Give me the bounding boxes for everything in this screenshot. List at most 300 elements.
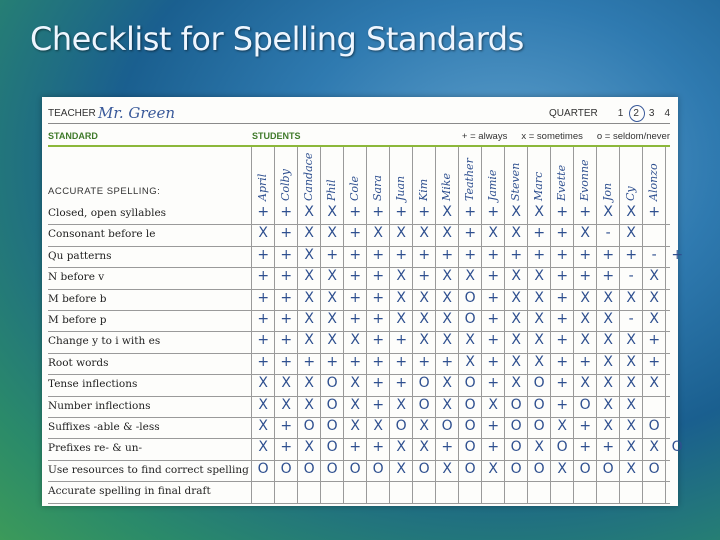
quarter-1: 1 <box>617 107 624 119</box>
quarter-4: 4 <box>664 107 670 119</box>
rating-mark: X <box>442 375 452 392</box>
rating-mark: X <box>258 225 268 242</box>
rating-mark: X <box>511 268 521 285</box>
rating-mark: + <box>372 204 385 220</box>
student-name <box>551 147 573 203</box>
checklist-row <box>48 289 670 311</box>
student-name-text: Jon <box>601 182 615 201</box>
rating-mark: O <box>648 460 660 477</box>
standard-label-text: Closed, open syllables <box>48 207 167 219</box>
rating-mark: + <box>349 353 362 370</box>
rating-mark: X <box>626 375 636 392</box>
student-name-text: Evette <box>555 164 569 201</box>
rating-mark: X <box>396 460 406 477</box>
rating-mark: X <box>350 418 360 434</box>
rating-mark: X <box>304 332 314 349</box>
student-name <box>459 147 481 203</box>
teacher-name: Mr. Green <box>98 104 175 122</box>
checklist-row <box>48 203 670 225</box>
rating-mark: + <box>579 439 592 456</box>
student-name-text: Evonne <box>578 159 592 201</box>
rating-mark: + <box>464 204 477 220</box>
rating-mark: X <box>327 289 337 306</box>
rating-mark: O <box>418 375 430 392</box>
rating-mark: + <box>556 396 569 413</box>
rating-mark: + <box>280 246 293 263</box>
rating-mark: X <box>396 439 406 456</box>
rating-mark: + <box>418 353 431 370</box>
rating-mark: + <box>372 439 385 456</box>
rating-mark: + <box>349 204 362 220</box>
student-name-text: Sara <box>371 175 385 201</box>
student-name-text: Marc <box>532 171 546 201</box>
standard-label-text: Suffixes -able & -less <box>48 421 160 433</box>
rating-mark: X <box>626 225 636 242</box>
rating-mark: X <box>465 332 475 349</box>
rating-mark: X <box>580 225 590 242</box>
rating-mark: - <box>651 246 657 263</box>
rating-mark: X <box>258 396 268 413</box>
rating-mark: + <box>280 418 293 434</box>
rating-mark: + <box>372 353 385 370</box>
rating-mark: + <box>487 353 500 370</box>
rating-mark: O <box>326 460 338 477</box>
rating-mark: X <box>396 311 406 327</box>
rating-mark: X <box>626 460 636 477</box>
rating-mark: X <box>488 225 498 242</box>
student-name <box>390 147 412 203</box>
rating-mark: X <box>373 225 383 242</box>
rating-mark: O <box>326 375 338 392</box>
rating-mark: + <box>372 375 385 392</box>
teacher-row <box>48 103 670 124</box>
rating-mark: + <box>441 439 454 456</box>
rating-mark: + <box>556 204 569 220</box>
standard-label-text: M before p <box>48 314 107 326</box>
rating-mark: + <box>257 289 270 306</box>
rating-mark: X <box>442 268 452 285</box>
rating-mark: X <box>488 396 498 413</box>
rating-mark: + <box>372 311 385 327</box>
student-name-text: Teather <box>463 158 477 201</box>
rating-mark: X <box>327 204 337 220</box>
rating-mark: X <box>396 268 406 285</box>
rating-mark: X <box>603 204 613 220</box>
rating-mark: X <box>603 375 613 392</box>
rating-mark: X <box>511 225 521 242</box>
rating-mark: O <box>464 418 476 434</box>
rating-mark: + <box>602 246 615 263</box>
student-name-text: Cole <box>348 175 362 201</box>
checklist-row <box>48 246 684 268</box>
rating-mark: O <box>464 289 476 306</box>
rating-mark: X <box>626 439 636 456</box>
rating-mark: + <box>372 332 385 349</box>
rating-mark: X <box>511 204 521 220</box>
rating-mark: + <box>257 268 270 285</box>
rating-mark: + <box>372 396 385 413</box>
student-name <box>252 147 274 203</box>
student-name <box>344 147 366 203</box>
rating-mark: + <box>372 268 385 285</box>
checklist-row <box>48 481 670 503</box>
rating-mark: + <box>487 375 500 392</box>
rating-mark: + <box>510 246 523 263</box>
rating-mark: O <box>395 418 407 434</box>
rating-mark: + <box>487 246 500 263</box>
rating-mark: + <box>464 225 477 242</box>
rating-mark: X <box>442 396 452 413</box>
standard-label-text: Qu patterns <box>48 249 112 262</box>
rating-mark: + <box>556 289 569 306</box>
student-name-text: Phil <box>325 179 339 201</box>
rating-mark: - <box>628 268 634 285</box>
rating-mark: + <box>487 332 500 349</box>
rating-mark: + <box>487 439 500 456</box>
rating-mark: X <box>603 332 613 349</box>
rating-mark: X <box>488 460 498 477</box>
rating-mark: + <box>395 353 408 370</box>
student-name-text: Cy <box>624 186 638 201</box>
rating-mark: + <box>579 204 592 220</box>
rating-mark: + <box>303 353 316 370</box>
rating-mark: + <box>602 268 615 285</box>
rating-mark: X <box>626 353 636 370</box>
rating-mark: + <box>487 418 500 434</box>
rating-mark: + <box>418 268 431 285</box>
rating-mark: X <box>465 353 475 370</box>
rating-mark: + <box>280 353 293 370</box>
rating-mark: X <box>511 332 521 349</box>
student-name <box>505 147 527 203</box>
rating-mark: X <box>396 396 406 413</box>
rating-mark: + <box>257 311 270 327</box>
standard-label-text: Number inflections <box>48 399 151 412</box>
rating-mark: + <box>280 311 293 327</box>
rating-mark: + <box>533 225 546 242</box>
checklist-row <box>48 438 683 460</box>
checklist-sheet <box>42 97 684 506</box>
rating-mark: X <box>304 311 314 327</box>
rating-mark: + <box>579 353 592 370</box>
rating-mark: O <box>418 460 430 477</box>
rating-mark: X <box>465 268 475 285</box>
rating-mark: O <box>510 439 522 456</box>
rating-mark: + <box>349 439 362 456</box>
quarter-3: 3 <box>648 107 655 119</box>
rating-mark: X <box>580 332 590 349</box>
rating-mark: + <box>441 353 454 370</box>
rating-mark: X <box>626 204 636 220</box>
student-name-text: Mike <box>440 173 454 201</box>
rating-mark: + <box>625 246 638 263</box>
rating-mark: + <box>280 439 293 456</box>
legend-sometimes: x = sometimes <box>521 130 583 142</box>
rating-mark: O <box>326 439 338 456</box>
rating-mark: + <box>349 246 362 263</box>
rating-mark: X <box>534 353 544 370</box>
rating-mark: X <box>649 268 659 285</box>
rating-mark: X <box>626 332 636 349</box>
students-label: STUDENTS <box>252 131 301 141</box>
rating-mark: O <box>349 460 361 477</box>
rating-mark: + <box>349 289 362 306</box>
rating-mark: X <box>350 332 360 349</box>
rating-mark: + <box>487 289 500 306</box>
standard-label-text: Root words <box>48 356 109 369</box>
rating-mark: + <box>602 439 615 456</box>
rating-mark: + <box>257 204 270 220</box>
student-name <box>275 147 297 203</box>
rating-mark: O <box>464 311 476 327</box>
student-name-text: Alonzo <box>647 163 661 201</box>
rating-mark: X <box>557 418 567 434</box>
rating-mark: + <box>648 204 661 220</box>
quarter-label: QUARTER <box>549 107 598 119</box>
rating-mark: X <box>603 289 613 306</box>
quarter-2-selected: 2 <box>633 107 639 119</box>
section-label: ACCURATE SPELLING: <box>48 186 161 197</box>
rating-mark: + <box>533 246 546 263</box>
rating-mark: X <box>603 396 613 413</box>
rating-mark: + <box>280 268 293 285</box>
rating-mark: X <box>626 289 636 306</box>
checklist-row <box>48 267 670 289</box>
rating-mark: O <box>579 396 591 413</box>
rating-mark: + <box>349 268 362 285</box>
rating-mark: + <box>579 246 592 263</box>
student-name <box>620 147 642 203</box>
student-name <box>436 147 458 203</box>
rating-mark: O <box>602 460 614 477</box>
rating-mark: X <box>603 353 613 370</box>
rating-mark: + <box>280 289 293 306</box>
rating-mark: O <box>441 418 453 434</box>
rating-mark: + <box>395 246 408 263</box>
rating-mark: X <box>603 311 613 327</box>
rating-mark: X <box>511 375 521 392</box>
rating-mark: O <box>280 460 292 477</box>
rating-mark: + <box>556 268 569 285</box>
rating-mark: O <box>257 460 269 477</box>
rating-mark: X <box>580 375 590 392</box>
standard-label: STANDARD <box>48 131 98 141</box>
standard-label-text: Tense inflections <box>48 378 138 391</box>
rating-mark: X <box>534 204 544 220</box>
student-name <box>528 147 550 203</box>
checklist-row <box>48 353 670 375</box>
rating-mark: O <box>303 460 315 477</box>
rating-mark: O <box>303 418 315 434</box>
student-names-header <box>48 147 670 203</box>
rating-mark: X <box>419 311 429 327</box>
rating-mark: + <box>487 268 500 285</box>
rating-mark: X <box>258 418 268 434</box>
rating-mark: X <box>580 289 590 306</box>
rating-mark: + <box>372 246 385 263</box>
rating-mark: + <box>395 332 408 349</box>
checklist-row <box>48 310 670 332</box>
checklist-row <box>48 374 670 396</box>
rating-mark: X <box>396 289 406 306</box>
checklist-row <box>48 417 670 439</box>
rating-mark: O <box>556 439 568 456</box>
rating-mark: + <box>326 353 339 370</box>
rating-mark: O <box>464 439 476 456</box>
rating-mark: X <box>350 375 360 392</box>
student-name <box>574 147 596 203</box>
student-name-text: April <box>256 173 270 201</box>
rating-mark: X <box>626 418 636 434</box>
rating-mark: + <box>395 375 408 392</box>
rating-mark: X <box>442 204 452 220</box>
rating-mark: X <box>442 289 452 306</box>
rating-mark: X <box>626 396 636 413</box>
rating-mark: O <box>326 418 338 434</box>
rating-mark: X <box>511 289 521 306</box>
standard-label-text: Change y to i with es <box>48 335 161 348</box>
student-name <box>321 147 343 203</box>
rating-mark: X <box>419 225 429 242</box>
slide-title: Checklist for Spelling Standards <box>30 20 524 58</box>
rating-mark: X <box>327 268 337 285</box>
rating-mark: X <box>419 332 429 349</box>
rating-mark: X <box>557 460 567 477</box>
rating-mark: O <box>464 460 476 477</box>
rating-mark: + <box>418 204 431 220</box>
teacher-label: TEACHER <box>48 107 96 119</box>
rating-mark: + <box>579 418 592 434</box>
rating-mark: X <box>258 375 268 392</box>
rating-mark: X <box>649 375 659 392</box>
rating-mark: O <box>510 460 522 477</box>
rating-mark: O <box>326 396 338 413</box>
rating-mark: X <box>258 439 268 456</box>
rating-mark: + <box>556 353 569 370</box>
rating-mark: + <box>280 332 293 349</box>
rating-mark: X <box>534 289 544 306</box>
legend-seldom: o = seldom/never <box>596 130 670 142</box>
rating-mark: X <box>281 396 291 413</box>
rating-mark: O <box>648 418 660 434</box>
rating-mark: X <box>649 311 659 327</box>
standard-label-text: Use resources to find correct spelling <box>48 463 249 476</box>
student-name-text: Kim <box>417 178 431 201</box>
rating-mark: O <box>464 375 476 392</box>
rating-mark: + <box>556 375 569 392</box>
rating-mark: + <box>487 204 500 220</box>
rating-mark: X <box>373 418 383 434</box>
rating-mark: X <box>649 439 659 456</box>
rating-mark: O <box>510 396 522 413</box>
rating-mark: X <box>304 375 314 392</box>
standard-label-text: Prefixes re- & un- <box>48 442 143 455</box>
standard-label-text: Accurate spelling in final draft <box>48 485 211 498</box>
rating-mark: X <box>419 418 429 434</box>
rating-mark: + <box>257 246 270 263</box>
rating-mark: X <box>327 311 337 327</box>
rating-mark: + <box>395 204 408 220</box>
rating-mark: O <box>464 396 476 413</box>
rating-mark: X <box>534 311 544 327</box>
rating-mark: X <box>304 246 314 263</box>
rating-mark: X <box>304 396 314 413</box>
rating-mark: X <box>304 204 314 220</box>
rating-mark: + <box>441 246 454 263</box>
rating-mark: + <box>648 332 661 349</box>
student-name <box>482 147 504 203</box>
student-name <box>597 147 619 203</box>
rating-mark: + <box>556 311 569 327</box>
rating-mark: X <box>304 439 314 456</box>
rating-mark: X <box>327 332 337 349</box>
rating-mark: X <box>511 353 521 370</box>
rating-mark: O <box>579 460 591 477</box>
rating-mark: O <box>372 460 384 477</box>
rating-mark: - <box>605 225 611 242</box>
rating-mark: + <box>464 246 477 263</box>
rating-mark: X <box>442 332 452 349</box>
rating-mark: X <box>534 439 544 456</box>
rating-mark: + <box>648 353 661 370</box>
rating-mark: + <box>280 204 293 220</box>
rating-mark: + <box>257 353 270 370</box>
student-name <box>367 147 389 203</box>
legend-always: + = always <box>461 130 508 142</box>
rating-mark: X <box>350 396 360 413</box>
checklist-row <box>48 460 670 482</box>
rating-mark: + <box>418 246 431 263</box>
rating-mark: X <box>580 311 590 327</box>
student-name-text: Colby <box>279 169 293 201</box>
checklist-row <box>48 396 670 418</box>
standard-header-row <box>48 127 670 147</box>
rating-mark: X <box>419 289 429 306</box>
student-name <box>643 147 665 203</box>
rating-mark: + <box>671 246 684 263</box>
rating-mark: + <box>556 332 569 349</box>
rating-mark: + <box>372 289 385 306</box>
rating-mark: O <box>533 460 545 477</box>
rating-mark: X <box>603 418 613 434</box>
standard-label-text: Consonant before le <box>48 228 156 241</box>
rating-mark: + <box>349 311 362 327</box>
student-name <box>413 147 435 203</box>
rating-mark: O <box>510 418 522 434</box>
rating-mark: + <box>349 225 362 242</box>
rating-mark: X <box>534 332 544 349</box>
rating-mark: O <box>418 396 430 413</box>
student-name-text: Steven <box>509 162 523 201</box>
rating-mark: X <box>304 289 314 306</box>
rating-mark: O <box>533 375 545 392</box>
rating-mark: + <box>326 246 339 263</box>
rating-mark: X <box>327 225 337 242</box>
rating-mark: X <box>281 375 291 392</box>
rating-mark: X <box>534 268 544 285</box>
rating-mark: + <box>487 311 500 327</box>
rating-mark: X <box>396 225 406 242</box>
standard-label-text: M before b <box>48 292 107 305</box>
rating-mark: X <box>442 460 452 477</box>
rating-mark: O <box>533 396 545 413</box>
checklist-row <box>48 331 670 353</box>
rating-mark: + <box>556 225 569 242</box>
rating-mark: X <box>442 311 452 327</box>
rating-mark: X <box>304 225 314 242</box>
rating-mark: + <box>280 225 293 242</box>
student-name-text: Candace <box>302 152 316 201</box>
